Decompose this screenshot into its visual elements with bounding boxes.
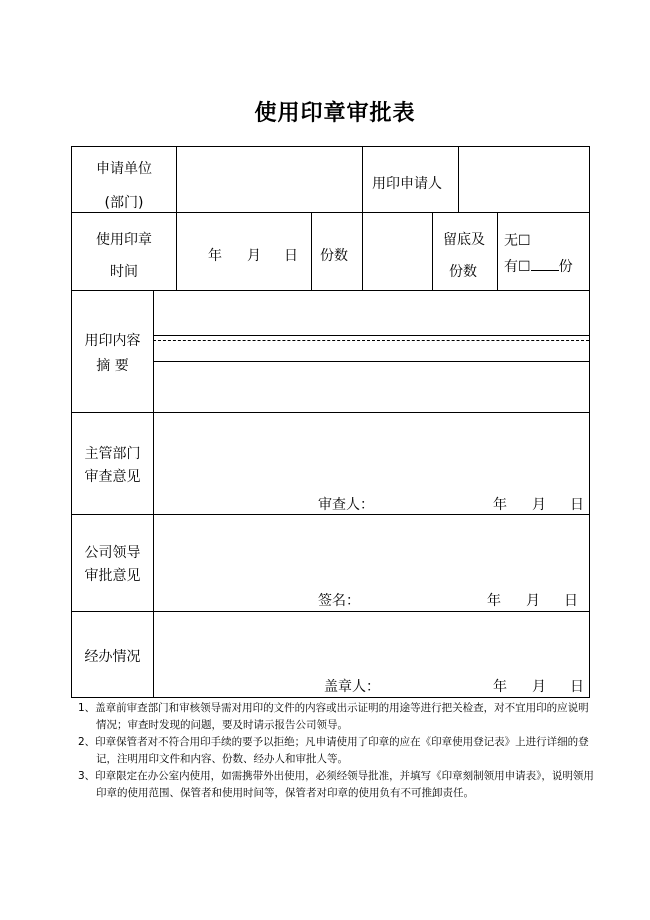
handling-day: 日	[570, 679, 584, 695]
copies-unit: 份	[558, 259, 573, 275]
note-item: 3、印章限定在办公室内使用，如需携带外出使用，必须经领导批准，并填写《印章刻制领用申请表》，说明领用印章的使用范围、保管者和使用时间等，保管者对印章的使用负有不可推卸责任。	[78, 770, 594, 799]
note-item: 2、印章保管者对不符合用印手续的要予以拒绝；凡申请使用了印章的应在《印章使用登记表》上进行详细的登记，注明用印文件和内容、份数、经办人和审批人等。	[78, 736, 589, 765]
col-divider	[497, 212, 498, 291]
page-title: 使用印章审批表	[254, 101, 416, 126]
review-year: 年	[493, 497, 507, 513]
unit-field[interactable]	[177, 148, 361, 211]
retain-label-sub: 份数	[449, 264, 477, 280]
col-divider	[311, 212, 312, 291]
content-summary-field[interactable]	[154, 291, 588, 411]
option-have-label: 有	[504, 259, 518, 275]
leader-approval-label: 公司领导	[84, 545, 141, 561]
signature-label: 签名：	[318, 593, 360, 609]
approval-year: 年	[487, 593, 501, 609]
handling-month: 月	[532, 679, 546, 695]
review-day: 日	[570, 497, 584, 513]
date-year: 年	[208, 248, 222, 264]
notes-section	[78, 700, 598, 802]
leader-approval-field[interactable]	[154, 515, 588, 589]
unit-label: 申请单位	[96, 161, 152, 177]
note-item: 1、盖章前审查部门和审核领导需对用印的文件的内容或出示证明的用途等进行把关检查，对不宜用印的应说明情况；审查时发现的问题，要及时请示报告公司领导。	[78, 702, 589, 731]
date-month: 月	[247, 248, 261, 264]
handling-label: 经办情况	[84, 649, 141, 665]
content-summary-label: 用印内容	[84, 333, 141, 349]
approval-day: 日	[564, 593, 578, 609]
applicant-label: 用印申请人	[372, 176, 442, 192]
date-day: 日	[284, 248, 298, 264]
retain-label: 留底及	[443, 232, 485, 248]
col-divider	[362, 147, 363, 213]
col-divider	[432, 212, 433, 291]
reviewer-label: 审查人：	[318, 497, 374, 513]
dept-review-label-sub: 审查意见	[84, 469, 141, 485]
approval-month: 月	[526, 593, 540, 609]
handling-year: 年	[493, 679, 507, 695]
dept-review-label: 主管部门	[84, 446, 141, 462]
time-label: 使用印章	[96, 232, 152, 248]
review-month: 月	[532, 497, 546, 513]
option-none	[504, 234, 531, 248]
checkbox-have[interactable]: ☐	[518, 259, 531, 275]
row-divider	[72, 212, 589, 213]
copies-label: 份数	[320, 248, 348, 264]
dept-review-field[interactable]	[154, 413, 588, 493]
handling-field[interactable]	[154, 612, 588, 676]
stamper-label: 盖章人：	[324, 679, 380, 695]
leader-approval-label-sub: 审批意见	[84, 568, 141, 584]
option-have	[504, 258, 573, 274]
content-summary-label-sub: 摘 要	[96, 358, 129, 374]
copies-blank[interactable]	[531, 258, 559, 271]
unit-label-sub: (部门)	[104, 195, 144, 211]
time-label-sub: 时间	[110, 264, 138, 280]
option-none-label: 无	[504, 233, 518, 249]
checkbox-none[interactable]: ☐	[518, 233, 531, 249]
copies-field[interactable]	[363, 213, 431, 290]
applicant-field[interactable]	[459, 148, 588, 211]
